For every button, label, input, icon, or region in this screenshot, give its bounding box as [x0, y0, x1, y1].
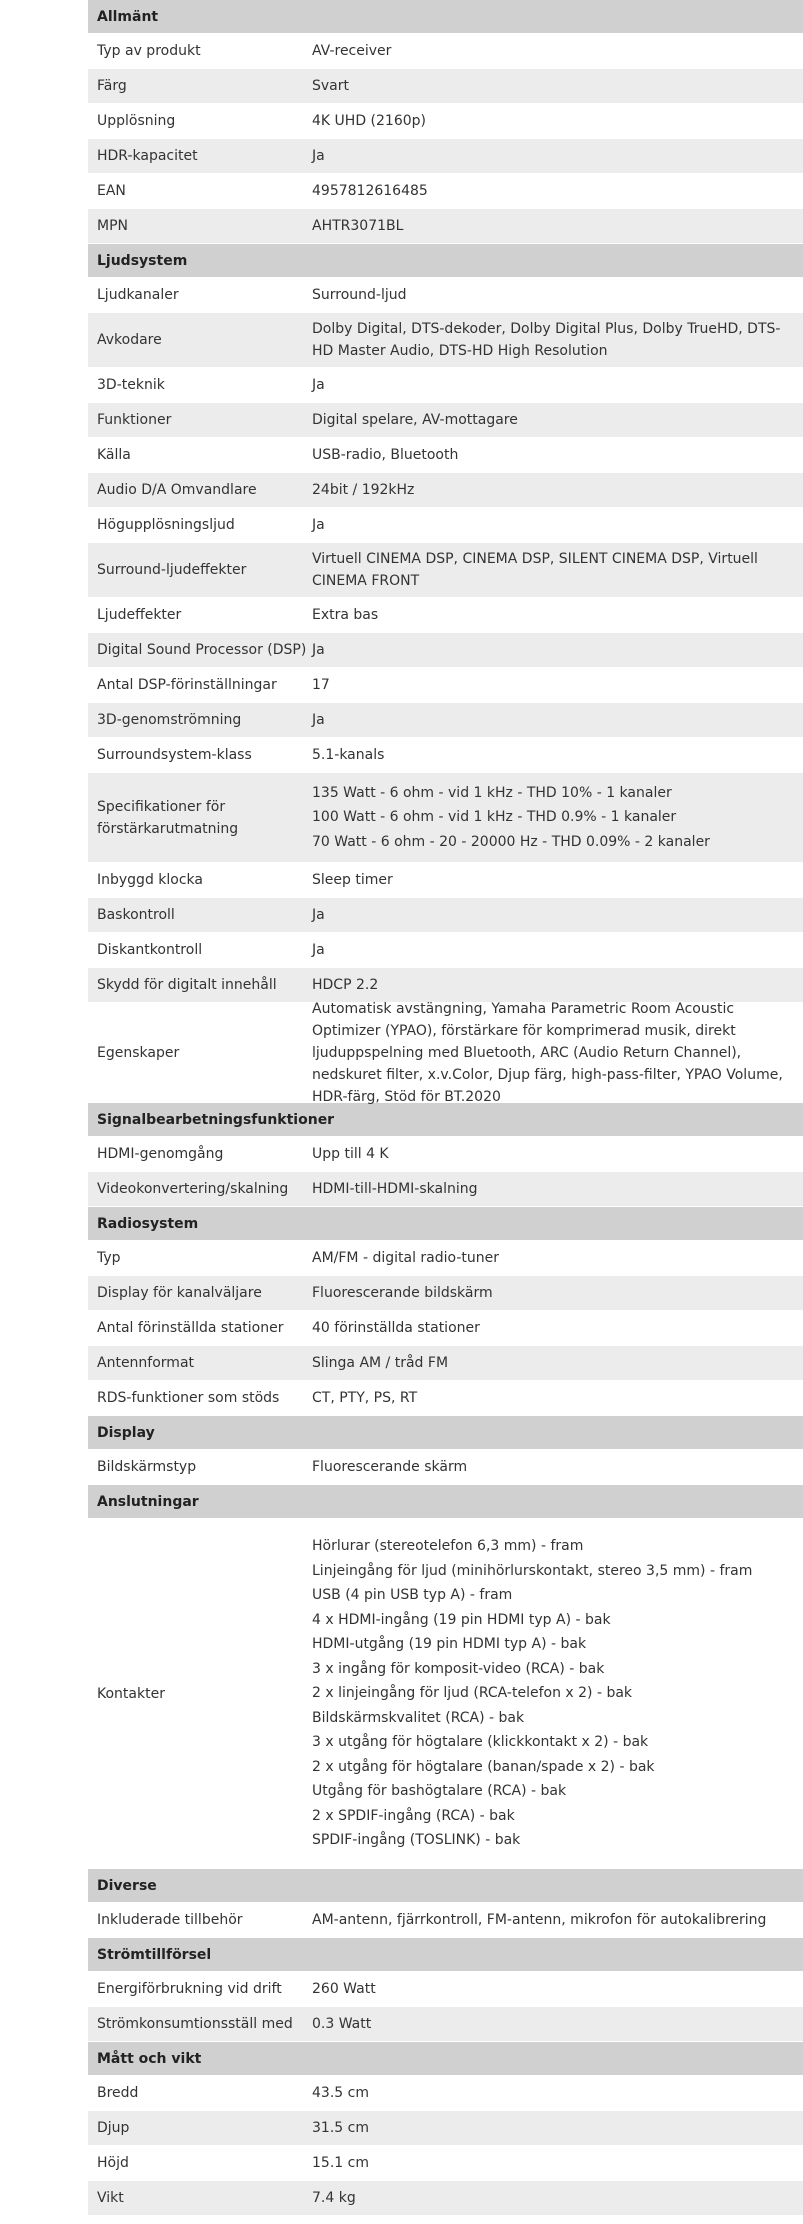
spec-value: [312, 40, 803, 62]
spec-row: [88, 313, 803, 368]
spec-row: [88, 473, 803, 508]
section-header: Allmänt: [88, 0, 803, 34]
spec-value-line: Ja: [312, 712, 325, 728]
spec-value: [312, 1282, 803, 1304]
section-header: Strömtillförsel: [88, 1938, 803, 1972]
spec-value: [312, 374, 803, 396]
spec-value-line: 4957812616485: [312, 183, 428, 199]
spec-value-line: 31.5 cm: [312, 2120, 369, 2136]
spec-value-line: Fluorescerande skärm: [312, 1459, 468, 1475]
spec-value: [312, 780, 803, 856]
spec-row: [88, 1903, 803, 1938]
spec-value-line: Sleep timer: [312, 872, 393, 888]
spec-value-line: Ja: [312, 148, 325, 164]
spec-value: [312, 409, 803, 431]
spec-value: [312, 1909, 803, 1931]
spec-value: [312, 974, 803, 996]
spec-label: Strömkonsumtionsställ med: [97, 2016, 293, 2032]
spec-label: Baskontroll: [97, 907, 175, 923]
spec-label: Skydd för digitalt innehåll: [97, 977, 277, 993]
spec-label: Djup: [97, 2120, 130, 2136]
spec-label: Avkodare: [97, 332, 162, 348]
spec-value-line: Ja: [312, 907, 325, 923]
spec-value: [312, 2117, 803, 2139]
spec-value: [312, 709, 803, 731]
spec-value: [312, 215, 803, 237]
section-header: Display: [88, 1416, 803, 1450]
spec-row: [88, 403, 803, 438]
spec-value-line: Ja: [312, 517, 325, 533]
spec-value-line: 17: [312, 677, 330, 693]
spec-value: [312, 1387, 803, 1409]
spec-value: [312, 604, 803, 626]
spec-value-line: Virtuell CINEMA DSP, CINEMA DSP, SILENT CINEMA DSP, Virtuell CINEMA FRONT: [312, 551, 758, 589]
spec-value-line: 100 Watt - 6 ohm - vid 1 kHz - THD 0.9% - 1 kanaler: [312, 809, 677, 826]
spec-row: [88, 104, 803, 139]
spec-value-line: Svart: [312, 78, 349, 94]
spec-value-line: 5.1-kanals: [312, 747, 385, 763]
spec-row: [88, 1137, 803, 1172]
spec-value: [312, 1533, 803, 1854]
spec-value: [312, 318, 803, 362]
spec-label: Digital Sound Processor (DSP): [97, 642, 307, 658]
spec-value-line: Hörlurar (stereotelefon 6,3 mm) - fram: [312, 1538, 584, 1555]
spec-value: [312, 514, 803, 536]
spec-value-line: HDMI-till-HDMI-skalning: [312, 1181, 478, 1197]
spec-value-line: Utgång för bashögtalare (RCA) - bak: [312, 1783, 567, 1800]
spec-value-line: Linjeingång för ljud (minihörlurskontakt, stereo 3,5 mm) - fram: [312, 1562, 753, 1579]
section-header: Radiosystem: [88, 1207, 803, 1241]
spec-label: Egenskaper: [97, 1044, 180, 1061]
spec-label: Höjd: [97, 2155, 129, 2171]
spec-label: Vikt: [97, 2190, 124, 2206]
spec-row: [88, 1276, 803, 1311]
spec-label: Antal DSP-förinställningar: [97, 677, 277, 693]
spec-value-line: SPDIF-ingång (TOSLINK) - bak: [312, 1832, 521, 1849]
section-header: Diverse: [88, 1869, 803, 1903]
spec-value: [312, 75, 803, 97]
spec-value-line: HDCP 2.2: [312, 977, 379, 993]
section-header: Signalbearbetningsfunktioner: [88, 1103, 803, 1137]
spec-row: [88, 1346, 803, 1381]
spec-value: [312, 904, 803, 926]
spec-label: Typ: [97, 1250, 121, 1266]
spec-value: [312, 998, 803, 1108]
spec-label: Högupplösningsljud: [97, 517, 235, 533]
spec-label: Upplösning: [97, 113, 176, 129]
spec-row: [88, 209, 803, 244]
spec-label: 3D-genomströmning: [97, 712, 242, 728]
spec-row: [88, 543, 803, 598]
spec-value: [312, 1978, 803, 2000]
spec-label: RDS-funktioner som stöds: [97, 1390, 280, 1406]
spec-row: [88, 278, 803, 313]
spec-value: [312, 1178, 803, 1200]
spec-row: [88, 1450, 803, 1485]
spec-value-line: 2 x SPDIF-ingång (RCA) - bak: [312, 1807, 515, 1824]
spec-label: Specifikationer för förstärkarutmatning: [97, 798, 239, 837]
spec-value-line: Ja: [312, 377, 325, 393]
spec-row: [88, 2111, 803, 2146]
spec-label: EAN: [97, 183, 126, 199]
spec-row: [88, 1172, 803, 1207]
spec-value-line: AV-receiver: [312, 43, 392, 59]
spec-label: Audio D/A Omvandlare: [97, 482, 257, 498]
spec-value: [312, 1247, 803, 1269]
spec-value-line: 43.5 cm: [312, 2085, 369, 2101]
spec-value: [312, 2187, 803, 2209]
spec-value-line: AHTR3071BL: [312, 218, 404, 234]
spec-value-line: Digital spelare, AV-mottagare: [312, 412, 518, 428]
spec-label: Bildskärmstyp: [97, 1459, 197, 1475]
spec-value-line: Ja: [312, 942, 325, 958]
spec-label: Surroundsystem-klass: [97, 747, 252, 763]
spec-value: [312, 444, 803, 466]
spec-value-line: 40 förinställda stationer: [312, 1320, 480, 1336]
spec-value-line: Ja: [312, 642, 325, 658]
spec-value-line: 135 Watt - 6 ohm - vid 1 kHz - THD 10% - 1 kanaler: [312, 784, 672, 801]
spec-value: [312, 639, 803, 661]
spec-value-line: 3 x ingång för komposit-video (RCA) - bak: [312, 1660, 605, 1677]
spec-value: [312, 284, 803, 306]
spec-value: [312, 1456, 803, 1478]
spec-value-line: Bildskärmskvalitet (RCA) - bak: [312, 1709, 525, 1726]
spec-row: [88, 703, 803, 738]
spec-label: Videokonvertering/skalning: [97, 1181, 289, 1197]
spec-label: HDMI-genomgång: [97, 1146, 224, 1162]
spec-value: [312, 939, 803, 961]
spec-row: [88, 1381, 803, 1416]
spec-value-line: HDMI-utgång (19 pin HDMI typ A) - bak: [312, 1636, 587, 1653]
spec-row: [88, 933, 803, 968]
spec-value-line: Upp till 4 K: [312, 1146, 389, 1162]
spec-label: Funktioner: [97, 412, 172, 428]
section-header: Mått och vikt: [88, 2042, 803, 2076]
spec-value: [312, 1317, 803, 1339]
spec-row: [88, 508, 803, 543]
spec-label: Färg: [97, 78, 127, 94]
spec-label: Ljudkanaler: [97, 287, 179, 303]
spec-value-line: 70 Watt - 6 ohm - 20 - 20000 Hz - THD 0.09% - 2 kanaler: [312, 833, 710, 850]
spec-value-line: Slinga AM / tråd FM: [312, 1355, 449, 1371]
spec-value: [312, 110, 803, 132]
spec-value-line: USB (4 pin USB typ A) - fram: [312, 1587, 513, 1604]
spec-label: Inkluderade tillbehör: [97, 1912, 243, 1928]
spec-label: Energiförbrukning vid drift: [97, 1981, 282, 1997]
spec-value-line: Automatisk avstängning, Yamaha Parametric Room Acoustic Optimizer (YPAO), förstärkare för komprimerad musik, direkt ljuduppspelning med Bluetooth, ARC (Audio Return Channel), nedskuret filter, x.v.Color, Djup färg, high-pass-filter, YPAO Volume, HDR-färg, Stöd för BT.2020: [312, 1000, 783, 1105]
spec-value-line: 4K UHD (2160p): [312, 113, 426, 129]
spec-value: [312, 2082, 803, 2104]
spec-value: [312, 2013, 803, 2035]
spec-value-line: AM/FM - digital radio-tuner: [312, 1250, 500, 1266]
spec-row: [88, 1519, 803, 1869]
spec-label: Kontakter: [97, 1685, 165, 1702]
spec-label: MPN: [97, 218, 128, 234]
spec-row: [88, 69, 803, 104]
spec-value-line: CT, PTY, PS, RT: [312, 1390, 418, 1406]
spec-label: Bredd: [97, 2085, 139, 2101]
spec-label: Display för kanalväljare: [97, 1285, 262, 1301]
spec-row: [88, 1241, 803, 1276]
spec-value-line: USB-radio, Bluetooth: [312, 447, 459, 463]
spec-value: [312, 479, 803, 501]
section-header: Ljudsystem: [88, 244, 803, 278]
spec-row: [88, 139, 803, 174]
spec-value: [312, 674, 803, 696]
spec-row: [88, 668, 803, 703]
spec-row: [88, 2007, 803, 2042]
spec-value-line: 3 x utgång för högtalare (klickkontakt x 2) - bak: [312, 1734, 649, 1751]
spec-value-line: 0.3 Watt: [312, 2016, 372, 2032]
spec-value-line: 4 x HDMI-ingång (19 pin HDMI typ A) - bak: [312, 1611, 611, 1628]
spec-row: [88, 34, 803, 69]
spec-value-line: AM-antenn, fjärrkontroll, FM-antenn, mikrofon för autokalibrering: [312, 1912, 767, 1928]
spec-row: [88, 898, 803, 933]
spec-row: [88, 863, 803, 898]
spec-label: Surround-ljudeffekter: [97, 562, 247, 578]
spec-label: HDR-kapacitet: [97, 148, 198, 164]
spec-value: [312, 1143, 803, 1165]
spec-value: [312, 744, 803, 766]
spec-value: [312, 1352, 803, 1374]
spec-row: [88, 2076, 803, 2111]
spec-row: [88, 438, 803, 473]
spec-value: [312, 2152, 803, 2174]
spec-label: 3D-teknik: [97, 377, 165, 393]
spec-row: [88, 598, 803, 633]
spec-value: [312, 548, 803, 592]
spec-row: [88, 738, 803, 773]
spec-row: [88, 633, 803, 668]
spec-table: [88, 0, 803, 2216]
spec-label: Antennformat: [97, 1355, 195, 1371]
spec-row: [88, 1000, 803, 1105]
spec-label: Ljudeffekter: [97, 607, 182, 623]
spec-row: [88, 1311, 803, 1346]
spec-value-line: 2 x utgång för högtalare (banan/spade x 2) - bak: [312, 1758, 655, 1775]
spec-value-line: 7.4 kg: [312, 2190, 356, 2206]
spec-row: [88, 773, 803, 863]
spec-value: [312, 145, 803, 167]
spec-value: [312, 869, 803, 891]
spec-value-line: 2 x linjeingång för ljud (RCA-telefon x 2) - bak: [312, 1685, 633, 1702]
section-header: Anslutningar: [88, 1485, 803, 1519]
spec-row: [88, 2146, 803, 2181]
spec-value: [312, 180, 803, 202]
spec-value-line: Extra bas: [312, 607, 379, 623]
spec-value-line: Dolby Digital, DTS-dekoder, Dolby Digital Plus, Dolby TrueHD, DTS-HD Master Audio, DTS-HD High Resolution: [312, 321, 781, 359]
spec-label: Diskantkontroll: [97, 942, 203, 958]
spec-row: [88, 174, 803, 209]
spec-row: [88, 2181, 803, 2216]
spec-value-line: 15.1 cm: [312, 2155, 369, 2171]
spec-row: [88, 368, 803, 403]
spec-value-line: Surround-ljud: [312, 287, 407, 303]
spec-label: Antal förinställda stationer: [97, 1320, 284, 1336]
spec-label: Inbyggd klocka: [97, 872, 203, 888]
spec-row: [88, 1972, 803, 2007]
spec-value-line: Fluorescerande bildskärm: [312, 1285, 493, 1301]
spec-label: Typ av produkt: [97, 43, 201, 59]
spec-value-line: 260 Watt: [312, 1981, 376, 1997]
spec-value-line: 24bit / 192kHz: [312, 482, 415, 498]
spec-label: Källa: [97, 447, 131, 463]
